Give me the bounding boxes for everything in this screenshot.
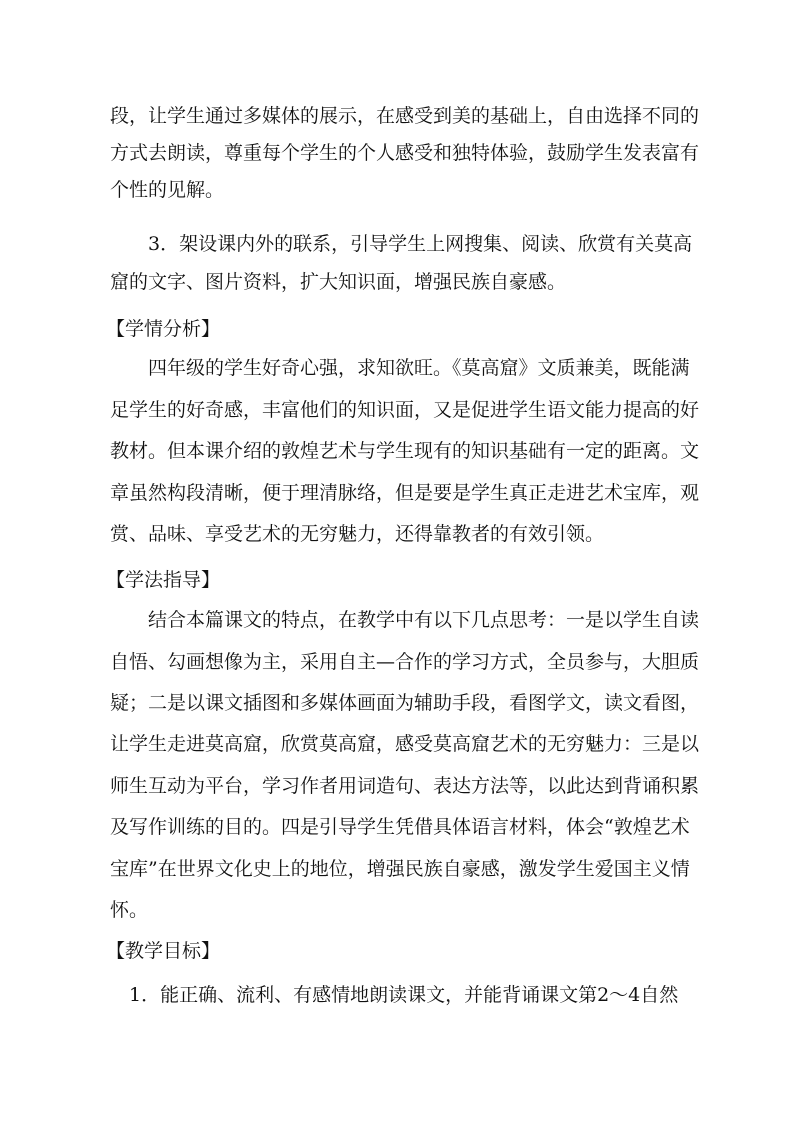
text-line: 1．能正确、流利、有感情地朗读课文，并能背诵课文第2～4自然 — [110, 984, 679, 1006]
text-line: 怀。 — [110, 899, 149, 921]
text-line: 3．架设课内外的联系，引导学生上网搜集、阅读、欣赏有关莫高 — [110, 233, 693, 255]
text-line: 自悟、勾画想像为主，采用自主—合作的学习方式，全员参与，大胆质 — [110, 651, 700, 673]
text-line: 个性的见解。 — [110, 179, 225, 201]
text-line: 足学生的好奇感，丰富他们的知识面，又是促进学生语文能力提高的好 — [110, 399, 700, 421]
text-line: 让学生走进莫高窟，欣赏莫高窟，感受莫高窟艺术的无穷魅力：三是以 — [110, 733, 700, 755]
section-heading-learning-situation: 【学情分析】 — [106, 318, 221, 340]
text-line: 赏、品味、享受艺术的无穷魅力，还得靠教者的有效引领。 — [110, 523, 605, 545]
text-line: 方式去朗读，尊重每个学生的个人感受和独特体验，鼓励学生发表富有 — [110, 142, 700, 164]
text-line: 窟的文字、图片资料，扩大知识面，增强民族自豪感。 — [110, 271, 567, 293]
text-line: 及写作训练的目的。四是引导学生凭借具体语言材料，体会“敦煌艺术 — [110, 816, 690, 838]
section-heading-learning-method: 【学法指导】 — [106, 569, 221, 591]
text-line: 宝库”在世界文化史上的地位，增强民族自豪感，激发学生爱国主义情 — [110, 858, 690, 880]
text-line: 段，让学生通过多媒体的展示，在感受到美的基础上，自由选择不同的 — [110, 105, 700, 127]
section-heading-teaching-goals: 【教学目标】 — [106, 940, 221, 962]
text-line: 四年级的学生好奇心强，求知欲旺。《莫高窟》文质兼美，既能满 — [110, 357, 690, 379]
text-line: 结合本篇课文的特点，在教学中有以下几点思考：一是以学生自读 — [110, 609, 700, 631]
text-line: 教材。但本课介绍的敦煌艺术与学生现有的知识基础有一定的距离。文 — [110, 440, 700, 462]
text-line: 疑；二是以课文插图和多媒体画面为辅助手段，看图学文，读文看图， — [110, 692, 700, 714]
text-line: 师生互动为平台，学习作者用词造句、表达方法等，以此达到背诵积累 — [110, 775, 700, 797]
text-line: 章虽然构段清晰，便于理清脉络，但是要是学生真正走进艺术宝库，观 — [110, 482, 700, 504]
